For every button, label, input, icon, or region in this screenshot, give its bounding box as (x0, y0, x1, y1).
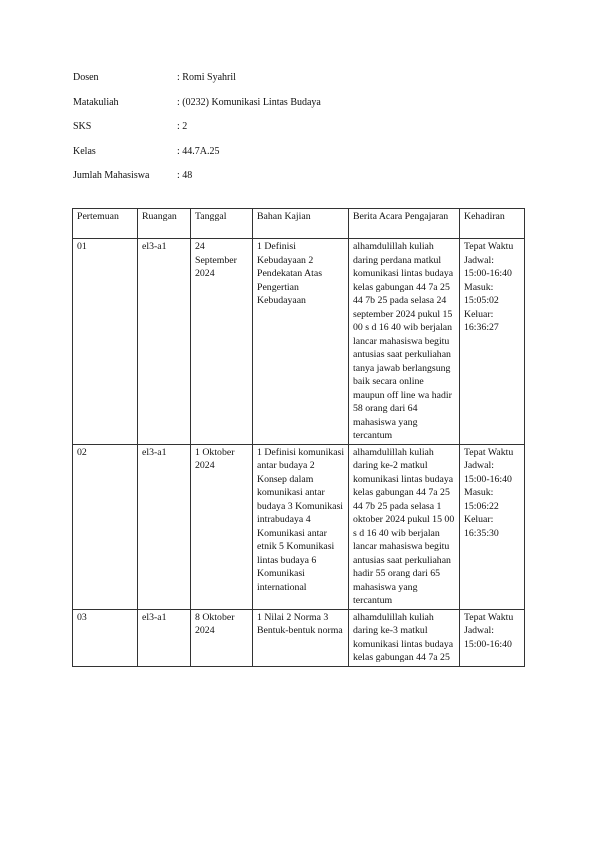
cell-tanggal: 24 September 2024 (191, 239, 253, 445)
table-header-row (73, 209, 525, 239)
table-row (73, 239, 525, 445)
header-pertemuan: Pertemuan (73, 209, 138, 239)
header-bahan-kajian: Bahan Kajian (253, 209, 349, 239)
cell-berita-acara: alhamdulillah kuliah daring ke-2 matkul komunikasi lintas budaya kelas gabungan 44 7a 25 44 7b 25 pada selasa 1 oktober 2024 pukul 15 00 s d 16 40 wib berjalan lancar mahasiswa begitu antusias saat perkuliahan hadir 55 orang dari 65 mahasiswa yang tercantum (349, 444, 460, 609)
info-row-kelas (73, 145, 321, 170)
header-tanggal: Tanggal (191, 209, 253, 239)
info-label: Kelas (73, 145, 96, 157)
info-label: SKS (73, 121, 92, 132)
cell-ruangan: el3-a1 (138, 444, 191, 609)
info-value: : Romi Syahril (177, 72, 236, 83)
info-value: : 44.7A.25 (177, 145, 220, 157)
cell-bahan-kajian: 1 Definisi Kebudayaan 2 Pendekatan Atas Pengertian Kebudayaan (253, 239, 349, 445)
info-value: : 48 (177, 170, 193, 181)
cell-kehadiran: Tepat Waktu Jadwal: 15:00-16:40 Masuk: 15:05:02 Keluar: 16:36:27 (460, 239, 525, 445)
info-label: Dosen (73, 72, 99, 83)
cell-pertemuan: 03 (73, 609, 138, 666)
info-row-dosen (73, 71, 321, 96)
info-value: : 2 (177, 121, 188, 132)
info-value: : (0232) Komunikasi Lintas Budaya (177, 96, 321, 108)
table-row (73, 444, 525, 609)
course-info (73, 71, 321, 194)
cell-ruangan: el3-a1 (138, 609, 191, 666)
cell-ruangan: el3-a1 (138, 239, 191, 445)
header-berita-acara: Berita Acara Pengajaran (349, 209, 460, 239)
cell-kehadiran: Tepat Waktu Jadwal: 15:00-16:40 (460, 609, 525, 666)
info-label: Matakuliah (73, 96, 119, 108)
cell-tanggal: 8 Oktober 2024 (191, 609, 253, 666)
info-row-sks (73, 120, 321, 145)
info-row-matakuliah (73, 96, 321, 121)
attendance-table (72, 208, 525, 667)
header-kehadiran: Kehadiran (460, 209, 525, 239)
cell-pertemuan: 01 (73, 239, 138, 445)
cell-berita-acara: alhamdulillah kuliah daring ke-3 matkul komunikasi lintas budaya kelas gabungan 44 7a 25 (349, 609, 460, 666)
cell-pertemuan: 02 (73, 444, 138, 609)
table-row (73, 609, 525, 666)
cell-kehadiran: Tepat Waktu Jadwal: 15:00-16:40 Masuk: 15:06:22 Keluar: 16:35:30 (460, 444, 525, 609)
cell-tanggal: 1 Oktober 2024 (191, 444, 253, 609)
cell-berita-acara: alhamdulillah kuliah daring perdana matkul komunikasi lintas budaya kelas gabungan 44 7a 25 44 7b 25 pada selasa 24 september 2024 pukul 15 00 s d 16 40 wib berjalan lancar mahasiswa begitu antusias saat perkuliahan tanya jawab berlangsung baik secara online maupun off line wa hadir 58 orang dari 64 mahasiswa yang tercantum (349, 239, 460, 445)
info-label: Jumlah Mahasiswa (73, 170, 150, 181)
header-ruangan: Ruangan (138, 209, 191, 239)
info-row-jumlah-mahasiswa (73, 169, 321, 194)
cell-bahan-kajian: 1 Definisi komunikasi antar budaya 2 Konsep dalam komunikasi antar budaya 3 Komunikasi intrabudaya 4 Komunikasi antar etnik 5 Komunikasi lintas budaya 6 Komunikasi international (253, 444, 349, 609)
cell-bahan-kajian: 1 Nilai 2 Norma 3 Bentuk-bentuk norma (253, 609, 349, 666)
table-container (72, 208, 525, 763)
